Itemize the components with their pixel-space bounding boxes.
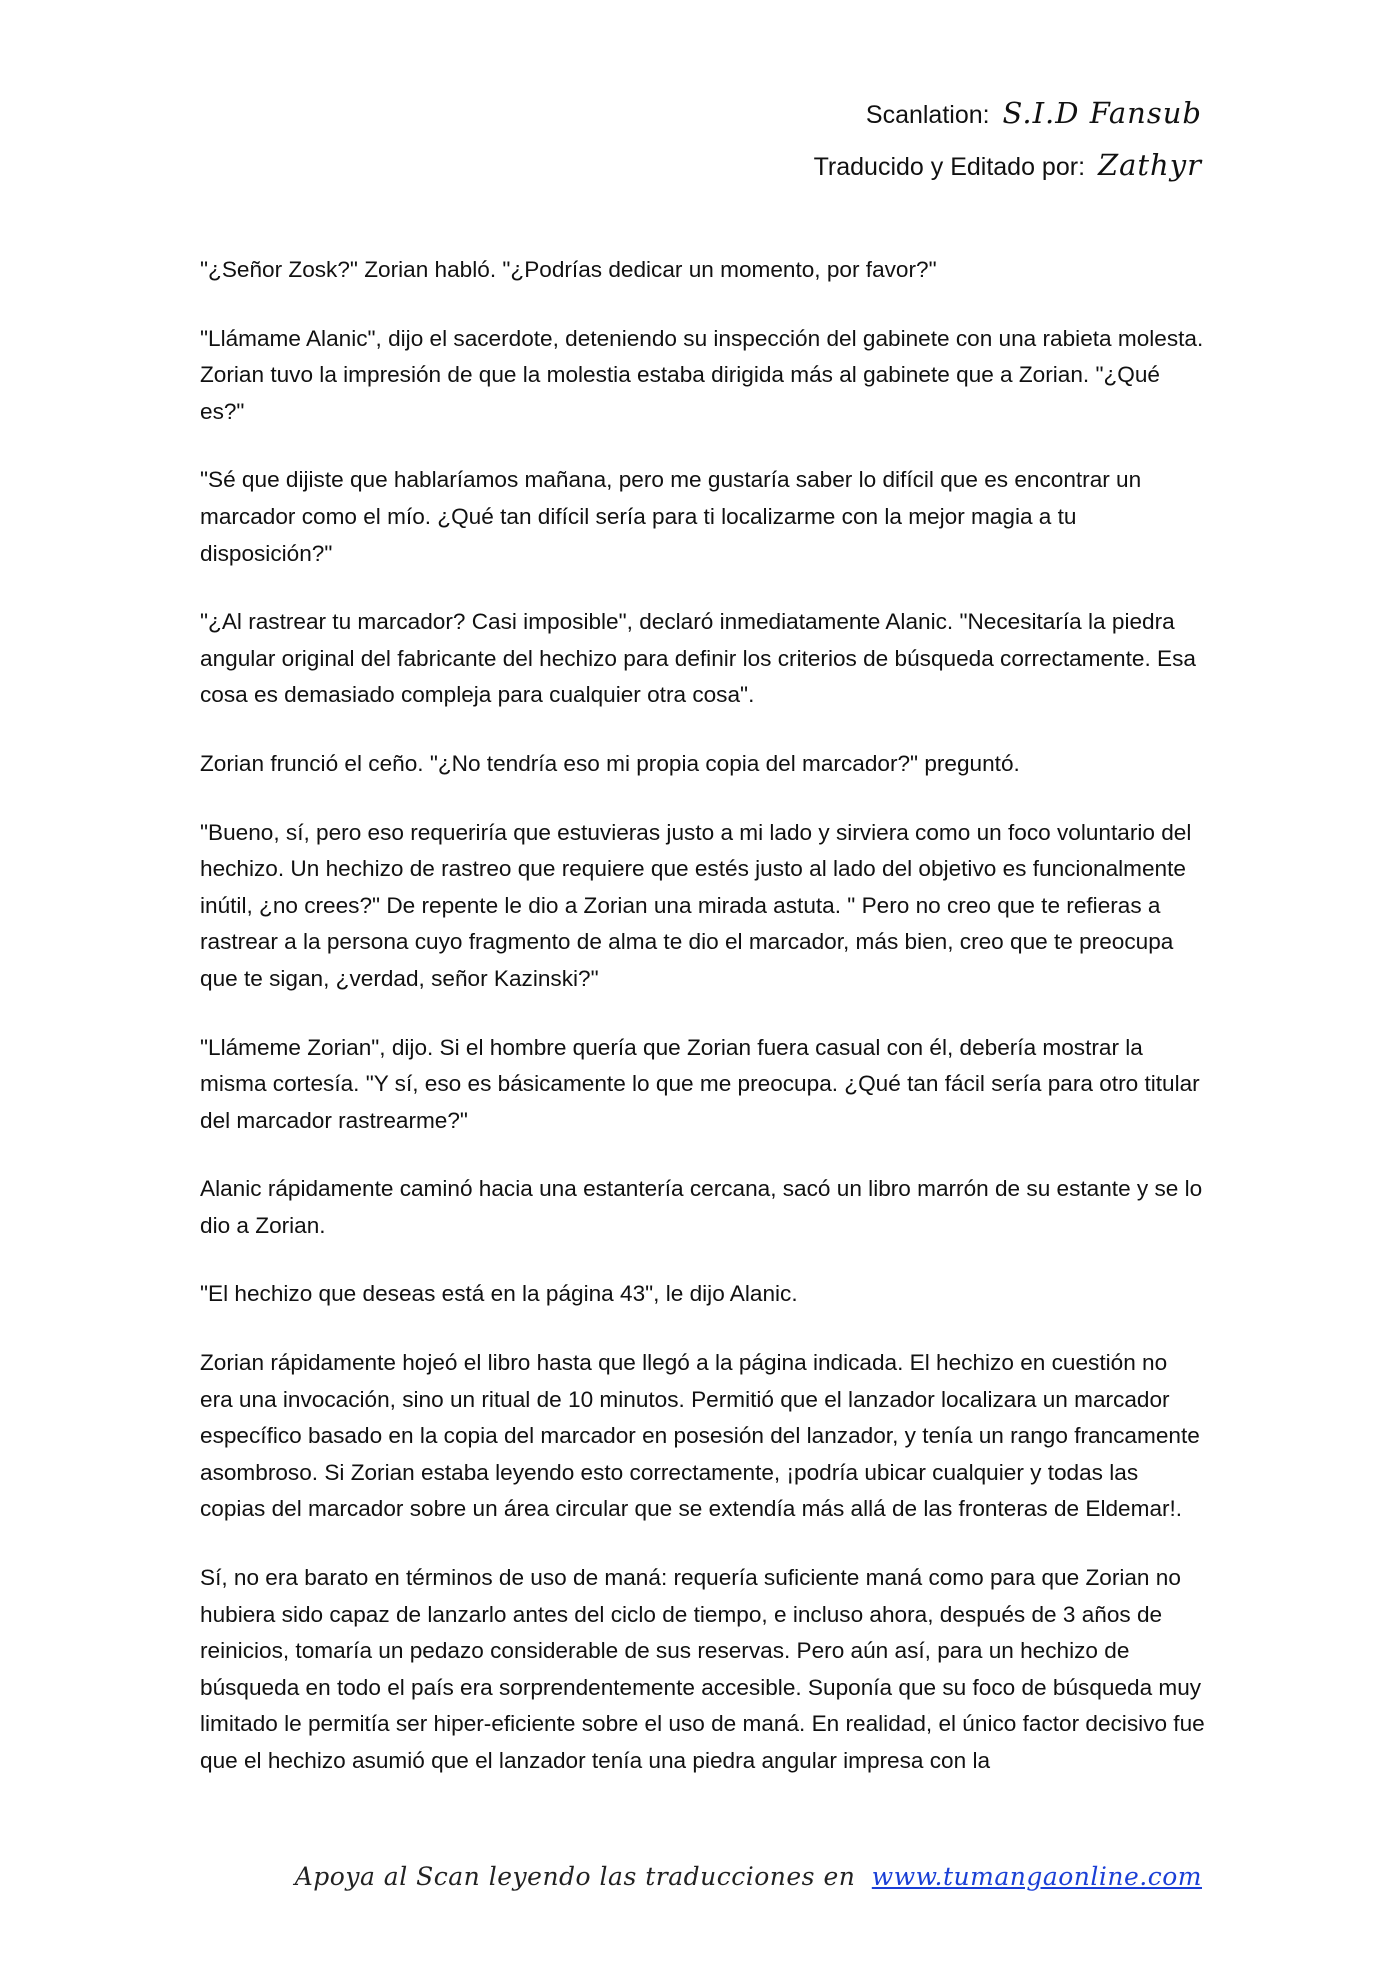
paragraph: "Bueno, sí, pero eso requeriría que estuvieras justo a mi lado y sirviera como un foco voluntario del hechizo. Un hechizo de rastreo que requiere que estés justo al lado del objetivo es funcionalmente inútil, ¿no crees?" De repente le dio a Zorian una mirada astuta. " Pero no creo que te refieras a rastrear a la persona cuyo fragmento de alma te dio el marcador, más bien, creo que te preocupa que te sigan, ¿verdad, señor Kazinski?" (200, 819, 1192, 991)
translator-credit (814, 140, 1202, 192)
paragraph: Alanic rápidamente caminó hacia una estantería cercana, sacó un libro marrón de su estante y se lo dio a Zorian. (200, 1176, 1203, 1238)
paragraph: "¿Al rastrear tu marcador? Casi imposible", declaró inmediatamente Alanic. "Necesitaría la piedra angular original del fabricante del hechizo para definir los criterios de búsqueda correctamente. Esa cosa es demasiado compleja para cualquier otra cosa". (200, 609, 1196, 708)
paragraph: Zorian rápidamente hojeó el libro hasta que llegó a la página indicada. El hechizo en cuestión no era una invocación, sino un ritual de 10 minutos. Permitió que el lanzador localizara un marcador específico basado en la copia del marcador en posesión del lanzador, y tenía un rango francamente asombroso. Si Zorian estaba leyendo esto correctamente, ¡podría ubicar cualquier y todas las copias del marcador sobre un área circular que se extendía más allá de las fronteras de Eldemar!. (200, 1350, 1200, 1522)
paragraph: "El hechizo que deseas está en la página 43", le dijo Alanic. (200, 1281, 798, 1307)
scanlation-credit (814, 88, 1202, 140)
translator-label: Traducido y Editado por: (813, 153, 1086, 181)
paragraph: Sí, no era barato en términos de uso de maná: requería suficiente maná como para que Zorian no hubiera sido capaz de lanzarlo antes del ciclo de tiempo, e incluso ahora, después de 3 años de reinicios, tomaría un pedazo considerable de sus reservas. Pero aún así, para un hechizo de búsqueda en todo el país era sorprendentemente accesible. Suponía que su foco de búsqueda muy limitado le permitía ser hiper-eficiente sobre el uso de maná. En realidad, el único factor decisivo fue que el hechizo asumió que el lanzador tenía una piedra angular impresa con la (200, 1565, 1205, 1773)
paragraph: "Sé que dijiste que hablaríamos mañana, pero me gustaría saber lo difícil que es encontrar un marcador como el mío. ¿Qué tan difícil sería para ti localizarme con la mejor magia a tu disposición?" (200, 467, 1142, 566)
site-link[interactable]: www.tumangaonline.com (871, 1862, 1202, 1891)
credits-header (814, 88, 1202, 192)
paragraph: "¿Señor Zosk?" Zorian habló. "¿Podrías dedicar un momento, por favor?" (200, 257, 937, 282)
scanlation-group-name: S.I.D Fansub (1002, 96, 1202, 130)
story-text (200, 252, 1205, 1812)
paragraph: "Llámeme Zorian", dijo. Si el hombre quería que Zorian fuera casual con él, debería mostrar la misma cortesía. "Y sí, eso es básicamente lo que me preocupa. ¿Qué tan fácil sería para otro titular del marcador rastrearme?" (200, 1034, 1200, 1133)
support-footer (295, 1862, 1202, 1891)
paragraph: "Llámame Alanic", dijo el sacerdote, deteniendo su inspección del gabinete con una rabieta molesta. Zorian tuvo la impresión de que la molestia estaba dirigida más al gabinete que a Zorian. "¿Qué es?" (200, 325, 1204, 424)
translator-name: Zathyr (1097, 148, 1202, 182)
footer-text: Apoya al Scan leyendo las traducciones en (294, 1862, 856, 1891)
scanlation-label: Scanlation: (865, 101, 990, 129)
paragraph: Zorian frunció el ceño. "¿No tendría eso mi propia copia del marcador?" preguntó. (200, 750, 1020, 776)
